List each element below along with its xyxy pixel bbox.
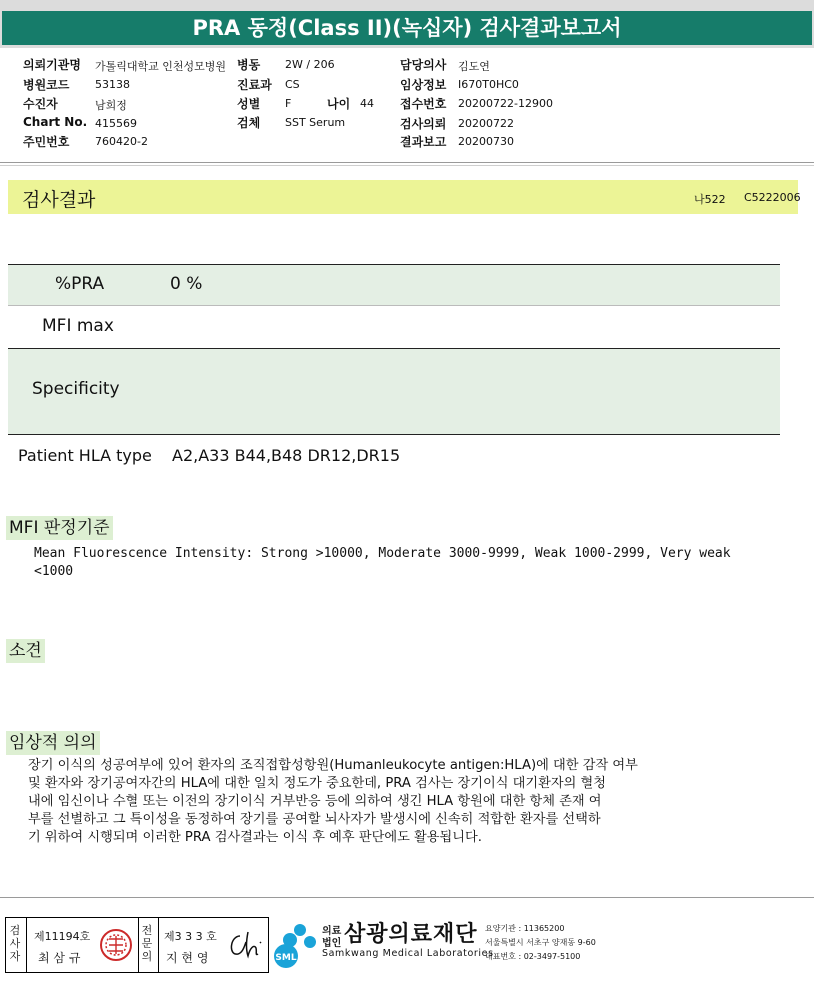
- examiner-label-text: 검 사 자: [9, 924, 21, 963]
- mfi-criteria-heading: MFI 판정기준: [6, 516, 113, 540]
- chart-value: 415569: [95, 117, 137, 130]
- clinical-line: 및 환자와 장기공여자간의 HLA에 대한 일치 정도가 중요한데, PRA 검사는 장기이식 대기환자의 혈청: [28, 776, 607, 791]
- report-value: 20200730: [458, 135, 514, 148]
- doctor-label: 담당의사: [400, 58, 447, 72]
- footer-divider: [0, 897, 814, 898]
- specimen-label: 검체: [237, 116, 261, 130]
- header-divider-2: [0, 165, 814, 166]
- ward-label: 병동: [237, 58, 261, 72]
- rrn-label: 주민번호: [23, 135, 70, 149]
- title-bar: [0, 0, 814, 48]
- hospital-label: 의뢰기관명: [23, 58, 81, 72]
- org-type-2: 법인: [322, 938, 342, 949]
- specificity-label: Specificity: [32, 379, 120, 399]
- signature-icon: [224, 928, 264, 962]
- hospital-value: 가톨릭대학교 인천성모병원: [95, 60, 227, 73]
- report-label: 결과보고: [400, 135, 447, 149]
- org-type-1: 의료: [322, 926, 342, 937]
- header-divider: [0, 162, 814, 163]
- sex-value: F: [285, 97, 292, 110]
- sex-label: 성별: [237, 97, 261, 111]
- org-address: 서울특별시 서초구 양재동 9-60: [485, 938, 596, 947]
- examiner-license: 제11194호: [34, 930, 91, 943]
- specialist-license: 제3 3 3 호: [164, 930, 217, 943]
- receipt-label: 접수번호: [400, 97, 447, 111]
- patient-label: 수진자: [23, 97, 58, 111]
- row-line: [8, 434, 780, 435]
- box-divider: [26, 918, 27, 972]
- mfi-max-label: MFI max: [42, 316, 114, 336]
- result-heading: 검사결과: [22, 189, 96, 211]
- hla-type-label: Patient HLA type: [18, 446, 152, 465]
- patient-value: 남희정: [95, 99, 127, 112]
- rrn-value: 760420-2: [95, 135, 148, 148]
- mfi-criteria-line1: Mean Fluorescence Intensity: Strong >10000, Moderate 3000-9999, Weak 1000-2999, Very weak: [34, 546, 731, 561]
- row-line: [8, 348, 780, 349]
- clinical-line: 부를 선별하고 그 특이성을 동정하여 장기를 공여할 뇌사자가 발생시에 신속히 적합한 환자를 선택하: [28, 812, 601, 827]
- examiner-label: [8, 924, 22, 963]
- org-name-en: Samkwang Medical Laboratories: [322, 948, 494, 959]
- opinion-heading: 소견: [6, 639, 45, 663]
- pra-value: 0 %: [170, 274, 203, 294]
- specimen-value: SST Serum: [285, 116, 346, 129]
- hospcode-label: 병원코드: [23, 78, 70, 92]
- pra-row: [8, 265, 780, 305]
- hospcode-value: 53138: [95, 78, 130, 91]
- clinical-line: 장기 이식의 성공여부에 있어 환자의 조직접합성항원(Humanleukocyte antigen:HLA)에 대한 감작 여부: [28, 758, 638, 773]
- signature-box: [5, 917, 269, 973]
- mfi-criteria-line2: <1000: [34, 564, 74, 579]
- specialist-label-text: 전 문 의: [141, 924, 153, 963]
- clinical-significance-heading: 임상적 의의: [6, 731, 100, 755]
- org-phone: 대표번호 : 02-3497-5100: [485, 952, 581, 961]
- order-code: C5222006: [744, 191, 801, 204]
- request-value: 20200722: [458, 117, 514, 130]
- row-line: [8, 264, 780, 265]
- logo-text: SML: [275, 953, 297, 963]
- dept-value: CS: [285, 78, 300, 91]
- age-value: 44: [360, 97, 374, 110]
- dept-label: 진료과: [237, 78, 272, 92]
- request-label: 검사의뢰: [400, 117, 447, 131]
- result-header: [8, 180, 801, 214]
- pra-label: %PRA: [55, 274, 105, 294]
- chart-label: Chart No.: [23, 115, 88, 129]
- org-code: 요양기관 : 11365200: [485, 924, 565, 933]
- hla-type-value: A2,A33 B44,B48 DR12,DR15: [172, 446, 401, 465]
- examiner-name: 최 삼 규: [38, 951, 81, 965]
- receipt-value: 20200722-12900: [458, 97, 553, 110]
- specialist-label: [140, 924, 154, 963]
- clinical-value: I670T0HC0: [458, 78, 519, 91]
- report-title: PRA 동정(Class II)(녹십자) 검사결과보고서: [2, 11, 812, 45]
- specialist-name: 지 현 영: [166, 951, 209, 965]
- org-name: 삼광의료재단: [344, 922, 478, 947]
- box-divider: [138, 918, 139, 972]
- clinical-line: 내에 임신이나 수혈 또는 이전의 장기이식 거부반응 등에 의하여 생긴 HLA 항원에 대한 항체 존재 여: [28, 794, 602, 809]
- seal-stamp-icon: [98, 924, 134, 966]
- clinical-line: 기 위하여 시행되며 이러한 PRA 검사결과는 이식 후 예후 판단에도 활용됩니다.: [28, 830, 482, 845]
- specificity-row: [8, 349, 780, 434]
- doctor-value: 김도연: [458, 60, 490, 73]
- test-code: 나522: [694, 193, 726, 206]
- sml-logo-icon: [270, 920, 318, 970]
- row-line: [8, 305, 780, 306]
- box-divider: [158, 918, 159, 972]
- age-label: 나이: [327, 97, 351, 111]
- clinical-label: 임상정보: [400, 78, 447, 92]
- ward-value: 2W / 206: [285, 58, 335, 71]
